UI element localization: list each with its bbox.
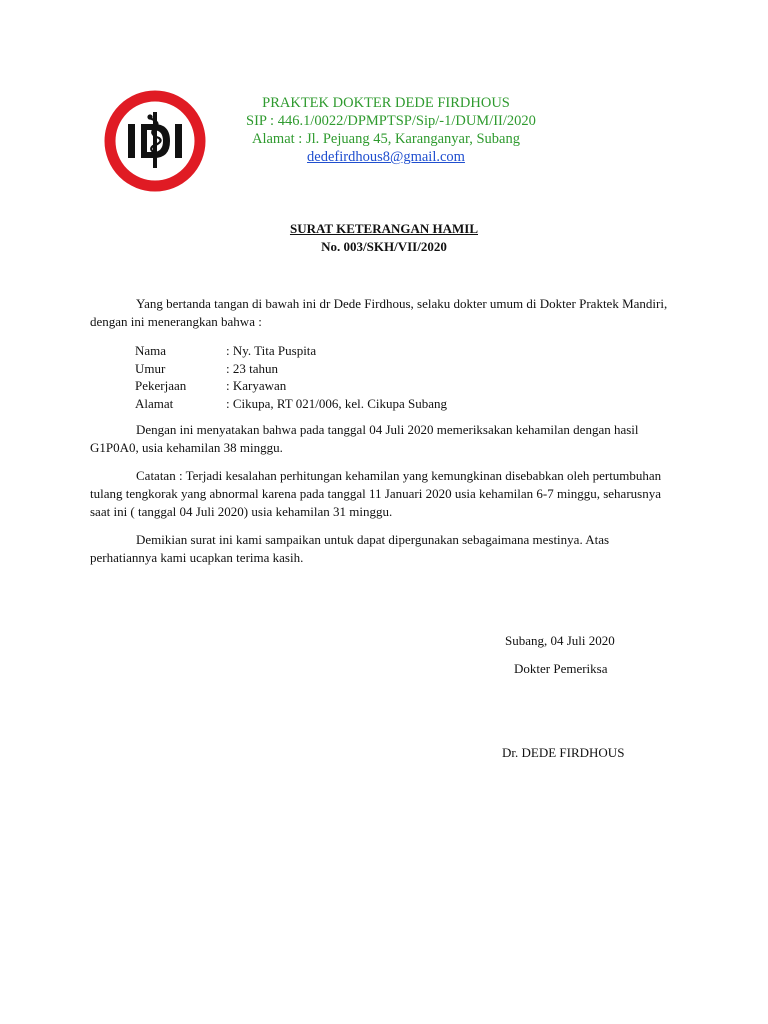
practice-address: Alamat : Jl. Pejuang 45, Karanganyar, Subang bbox=[251, 131, 520, 147]
patient-row-name bbox=[135, 342, 655, 360]
field-value: : Karyawan bbox=[226, 378, 287, 393]
field-label: Alamat bbox=[135, 395, 174, 411]
intro-paragraph: Yang bertanda tangan di bawah ini dr Dede Firdhous, selaku dokter umum di Dokter Praktek Mandiri, dengan ini menerangkan bahwa : bbox=[90, 296, 668, 329]
statement-paragraph: Dengan ini menyatakan bahwa pada tanggal 04 Juli 2020 memeriksakan kehamilan dengan hasil G1P0A0, usia kehamilan 38 minggu. bbox=[90, 422, 639, 455]
field-label: Pekerjaan bbox=[135, 378, 187, 393]
idi-logo bbox=[104, 90, 206, 192]
patient-details bbox=[135, 342, 655, 412]
field-value: : Ny. Tita Puspita bbox=[226, 343, 317, 358]
email-link[interactable]: dedefirdhous8@gmail.com bbox=[307, 149, 465, 165]
patient-row-address bbox=[135, 395, 655, 413]
signer-role: Dokter Pemeriksa bbox=[514, 661, 608, 676]
note-paragraph: Catatan : Terjadi kesalahan perhitungan kehamilan yang kemungkinan disebabkan oleh pertumbuhan tulang tengkorak yang abnormal karena pada tanggal 11 Januari 2020 usia kehamilan 6-7 minggu, seharusnya saat ini ( tanggal 04 Juli 2020) usia kehamilan 31 minggu. bbox=[90, 468, 662, 519]
field-label: Umur bbox=[135, 360, 166, 376]
letter-number: No. 003/SKH/VII/2020 bbox=[321, 239, 447, 254]
patient-row-age bbox=[135, 360, 655, 378]
field-value: : Cikupa, RT 021/006, kel. Cikupa Subang bbox=[226, 395, 448, 411]
letter-title: SURAT KETERANGAN HAMIL bbox=[289, 221, 479, 236]
idi-logo-emblem bbox=[104, 90, 206, 192]
sip-number: SIP : 446.1/0022/DPMPTSP/Sip/-1/DUM/II/2020 bbox=[246, 113, 536, 129]
patient-row-job bbox=[135, 377, 655, 395]
place-date: Subang, 04 Juli 2020 bbox=[505, 633, 615, 648]
closing-paragraph: Demikian surat ini kami sampaikan untuk dapat dipergunakan sebagaimana mestinya. Atas perhatiannya kami ucapkan terima kasih. bbox=[90, 532, 610, 565]
field-label: Nama bbox=[135, 343, 167, 358]
practice-name: PRAKTEK DOKTER DEDE FIRDHOUS bbox=[262, 95, 510, 111]
field-value: : 23 tahun bbox=[226, 360, 278, 376]
signer-name: Dr. DEDE FIRDHOUS bbox=[502, 745, 625, 760]
